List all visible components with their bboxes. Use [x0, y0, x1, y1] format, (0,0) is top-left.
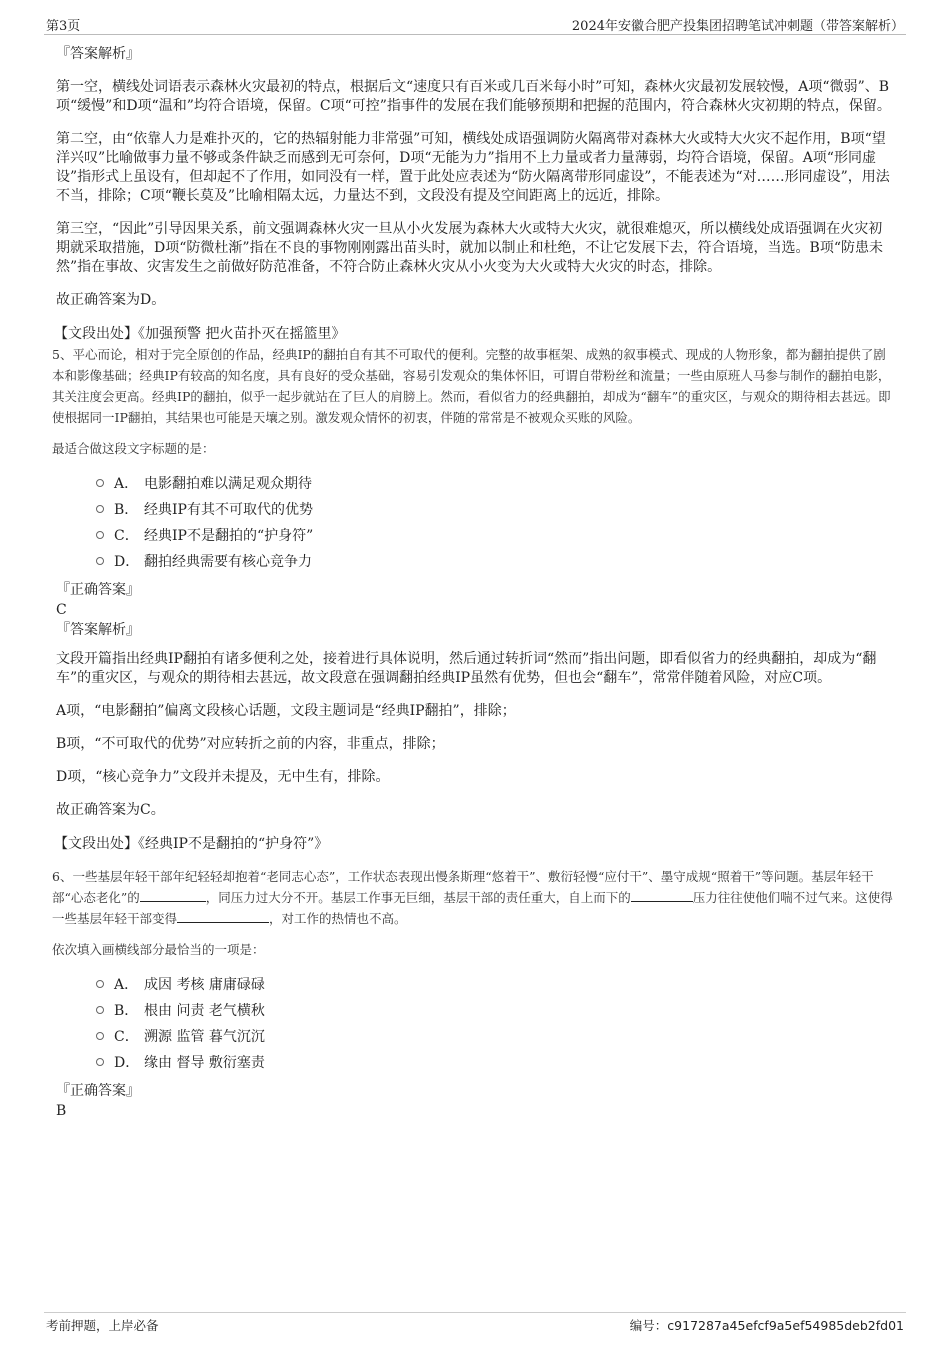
question-prompt: 最适合做这段文字标题的是： — [52, 441, 215, 456]
fill-blank-1 — [140, 888, 206, 902]
radio-icon[interactable] — [96, 1032, 104, 1040]
option-c[interactable]: C． 经典IP不是翻拍的“护身符” — [96, 522, 894, 548]
option-b[interactable]: B． 经典IP有其不可取代的优势 — [96, 496, 894, 522]
document-code: 编号：c917287a45efcf9a5ef54985deb2fd01 — [629, 1318, 904, 1333]
option-d[interactable]: D． 缘由 督导 敷衍塞责 — [96, 1049, 894, 1075]
option-list — [56, 971, 894, 1075]
answer-value: B — [56, 1103, 67, 1119]
answer-value: C — [56, 602, 67, 618]
option-d[interactable]: D． 翻拍经典需要有核心竞争力 — [96, 548, 894, 574]
option-a[interactable]: A． 电影翻拍难以满足观众期待 — [96, 470, 894, 496]
question-stem: 5、平心而论，相对于完全原创的作品，经典IP的翻拍自有其不可取代的便利。完整的故事框架、成熟的叙事模式、现成的人物形象，都为翻拍提供了剧本和影像基础；经典IP有较高的知名度，具有良好的受众基础，容易引发观众的集体怀旧，可谓自带粉丝和流量；一些由原班人马参与制作的翻拍电影，其关注度会更高。经典IP的翻拍，似乎一起步就站在了巨人的肩膀上。然而，看似省力的经典翻拍，却成为“翻车”的重灾区，与观众的期待相去甚远。即使根据同一IP翻拍，其结果也可能是天壤之别。激发观众情怀的初衷，伴随的常常是不被观众买账的风险。 — [52, 347, 891, 425]
page-content — [52, 44, 894, 1121]
option-list — [56, 470, 894, 574]
radio-icon[interactable] — [96, 531, 104, 539]
page-footer — [44, 1312, 906, 1335]
conclusion: 故正确答案为C。 — [56, 802, 165, 818]
radio-icon[interactable] — [96, 980, 104, 988]
answer-label: 『正确答案』 — [56, 582, 140, 598]
footer-slogan: 考前押题，上岸必备 — [46, 1318, 159, 1333]
radio-icon[interactable] — [96, 1058, 104, 1066]
analysis-paragraph: 第二空，由“依靠人力是难扑灭的，它的热辐射能力非常强”可知，横线处成语强调防火隔离带对森林大火或特大火灾不起作用，B项“望洋兴叹”比喻做事力量不够或条件缺乏而感到无可奈何，D项“无能为力”指用不上力量或者力量薄弱，均符合语境，保留。A项“形同虚设”指形式上虽设有，但却起不了作用，如同没有一样，置于此处应表述为“防火隔离带形同虚设”，不能表述为“对……形同虚设”，用法不当，排除；C项“鞭长莫及”比喻相隔太远，力量达不到，文段没有提及空间距离上的远近，排除。 — [56, 131, 890, 204]
analysis-label: 『答案解析』 — [56, 46, 140, 62]
conclusion: 故正确答案为D。 — [56, 292, 166, 308]
radio-icon[interactable] — [96, 505, 104, 513]
radio-icon[interactable] — [96, 557, 104, 565]
fill-blank-2 — [631, 888, 693, 902]
question-prompt: 依次填入画横线部分最恰当的一项是： — [52, 942, 265, 957]
source-citation: 【文段出处】《经典IP不是翻拍的“护身符”》 — [54, 836, 329, 852]
fill-blank-3 — [177, 909, 269, 923]
answer-label: 『正确答案』 — [56, 1083, 140, 1099]
analysis-paragraph: A项，“电影翻拍”偏离文段核心话题，文段主题词是“经典IP翻拍”，排除； — [56, 703, 516, 719]
analysis-paragraph: 第三空，“因此”引导因果关系，前文强调森林火灾一旦从小火发展为森林大火或特大火灾，就很难熄灭，所以横线处成语强调在火灾初期就采取措施，D项“防微杜渐”指在不良的事物刚刚露出苗头时，就加以制止和杜绝，不让它发展下去，符合语境，当选。B项“防患未然”指在事故、灾害发生之前做好防范准备，不符合防止森林火灾从小火变为大火或特大火灾的时态，排除。 — [56, 221, 883, 275]
analysis-paragraph: 第一空，横线处词语表示森林火灾最初的特点，根据后文“速度只有百米或几百米每小时”可知，森林火灾最初发展较慢，A项“微弱”、B项“缓慢”和D项“温和”均符合语境，保留。C项“可控”指事件的发展在我们能够预期和把握的范围内，符合森林火灾初期的特点，保留。 — [56, 79, 891, 114]
analysis-paragraph: 文段开篇指出经典IP翻拍有诸多便利之处，接着进行具体说明，然后通过转折词“然而”指出问题，即看似省力的经典翻拍，却成为“翻车”的重灾区，与观众的期待相去甚远，故文段意在强调翻拍经典IP虽然有优势，但也会“翻车”，常常伴随着风险，对应C项。 — [56, 651, 877, 686]
page-header — [44, 14, 906, 35]
document-title: 2024年安徽合肥产投集团招聘笔试冲刺题（带答案解析） — [571, 19, 904, 34]
analysis-label: 『答案解析』 — [56, 622, 140, 638]
source-citation: 【文段出处】《加强预警 把火苗扑灭在摇篮里》 — [54, 326, 346, 342]
question-stem: 6、一些基层年轻干部年纪轻轻却抱着“老同志心态”，工作状态表现出慢条斯理“悠着干”、敷衍轻慢“应付干”、墨守成规“照着干”等问题。基层年轻干部“心态老化”的 ，同压力过大分不开。基层工作事无巨细，基层干部的责任重大，自上而下的 压力往往使他们喘不过气来。这使得一些基层年轻干部变得 ，对工作的热情也不高。 — [52, 869, 893, 926]
analysis-paragraph: B项，“不可取代的优势”对应转折之前的内容，非重点，排除； — [56, 736, 445, 752]
page-number: 第3页 — [46, 19, 81, 34]
radio-icon[interactable] — [96, 1006, 104, 1014]
radio-icon[interactable] — [96, 479, 104, 487]
option-c[interactable]: C． 溯源 监管 暮气沉沉 — [96, 1023, 894, 1049]
option-b[interactable]: B． 根由 问责 老气横秋 — [96, 997, 894, 1023]
analysis-paragraph: D项，“核心竞争力”文段并未提及，无中生有，排除。 — [56, 769, 390, 785]
option-a[interactable]: A． 成因 考核 庸庸碌碌 — [96, 971, 894, 997]
